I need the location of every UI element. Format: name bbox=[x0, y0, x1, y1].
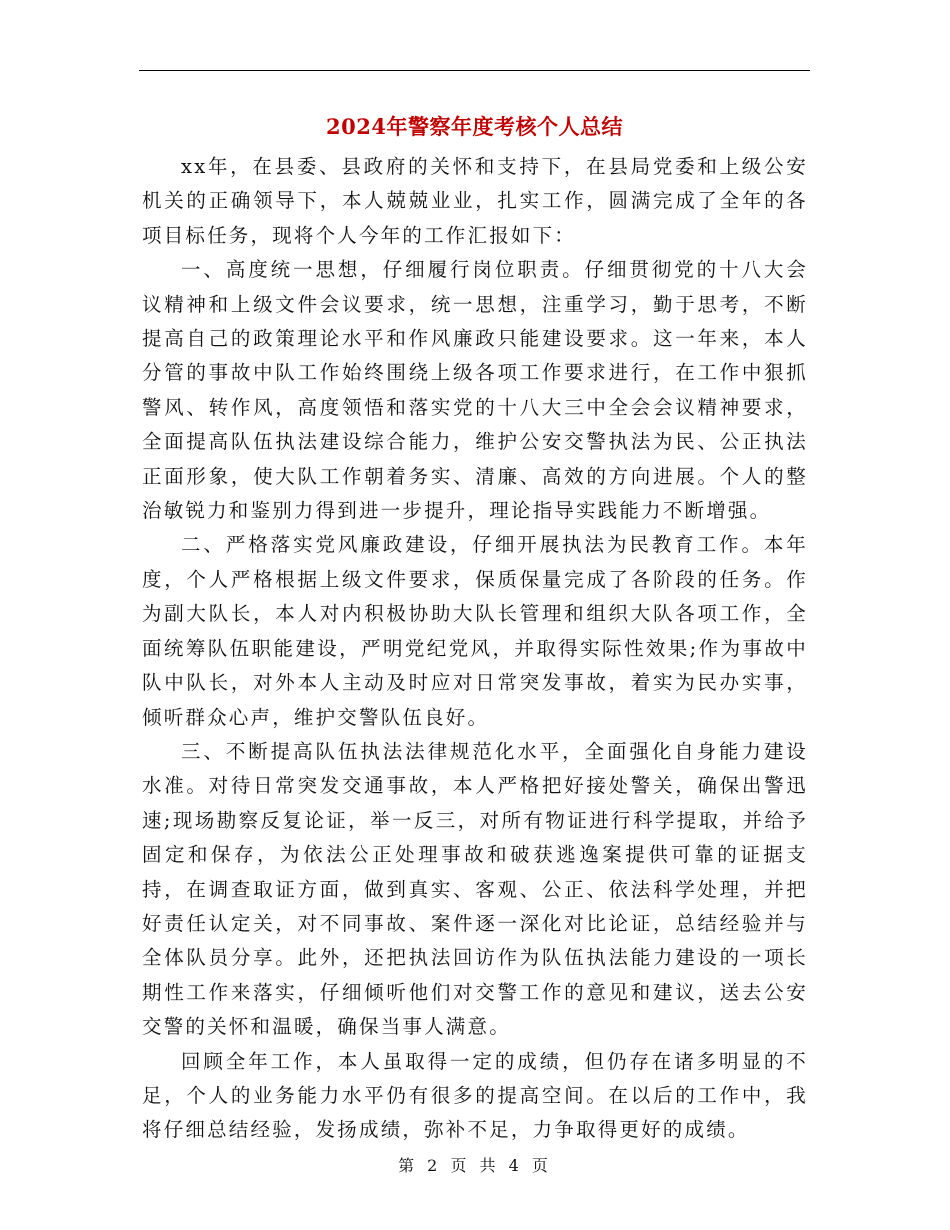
paragraph-intro: xx年，在县委、县政府的关怀和支持下，在县局党委和上级公安机关的正确领导下，本人兢兢业业，扎实工作，圆满完成了全年的各项目标任务，现将个人今年的工作汇报如下： bbox=[142, 155, 808, 247]
document-title: 2024年警察年度考核个人总结 bbox=[326, 114, 623, 139]
paragraph-section-2: 二、严格落实党风廉政建设，仔细开展执法为民教育工作。本年度，个人严格根据上级文件要求，保质保量完成了各阶段的任务。作为副大队长，本人对内积极协助大队长管理和组织大队各项工作，全面统筹队伍职能建设，严明党纪党风，并取得实际性效果;作为事故中队中队长，对外本人主动及时应对日常突发事故，着实为民办实事，倾听群众心声，维护交警队伍良好。 bbox=[142, 533, 808, 729]
paragraph-section-1: 一、高度统一思想，仔细履行岗位职责。仔细贯彻党的十八大会议精神和上级文件会议要求，统一思想，注重学习，勤于思考，不断提高自己的政策理论水平和作风廉政只能建设要求。这一年来，本人分管的事故中队工作始终围绕上级各项工作要求进行，在工作中狠抓警风、转作风，高度领悟和落实党的十八大三中全会会议精神要求，全面提高队伍执法建设综合能力，维护公安交警执法为民、公正执法正面形象，使大队工作朝着务实、清廉、高效的方向进展。个人的整治敏锐力和鉴别力得到进一步提升，理论指导实践能力不断增强。 bbox=[142, 258, 808, 523]
header-rule bbox=[139, 70, 810, 71]
document-body bbox=[142, 150, 808, 1148]
paragraph-section-3: 三、不断提高队伍执法法律规范化水平，全面强化自身能力建设水准。对待日常突发交通事故，本人严格把好接处警关，确保出警迅速;现场勘察反复论证，举一反三，对所有物证进行科学提取，并给予固定和保存，为依法公正处理事故和破获逃逸案提供可靠的证据支持，在调查取证方面，做到真实、客观、公正、依法科学处理，并把好责任认定关，对不同事故、案件逐一深化对比论证，总结经验并与全体队员分享。此外，还把执法回访作为队伍执法能力建设的一项长期性工作来落实，仔细倾听他们对交警工作的意见和建议，送去公安交警的关怀和温暖，确保当事人满意。 bbox=[142, 739, 808, 1039]
page-number-footer: 第 2 页 共 4 页 bbox=[398, 1156, 552, 1175]
paragraph-conclusion: 回顾全年工作，本人虽取得一定的成绩，但仍存在诸多明显的不足，个人的业务能力水平仍有很多的提高空间。在以后的工作中，我将仔细总结经验，发扬成绩，弥补不足，力争取得更好的成绩。 bbox=[142, 1049, 808, 1142]
